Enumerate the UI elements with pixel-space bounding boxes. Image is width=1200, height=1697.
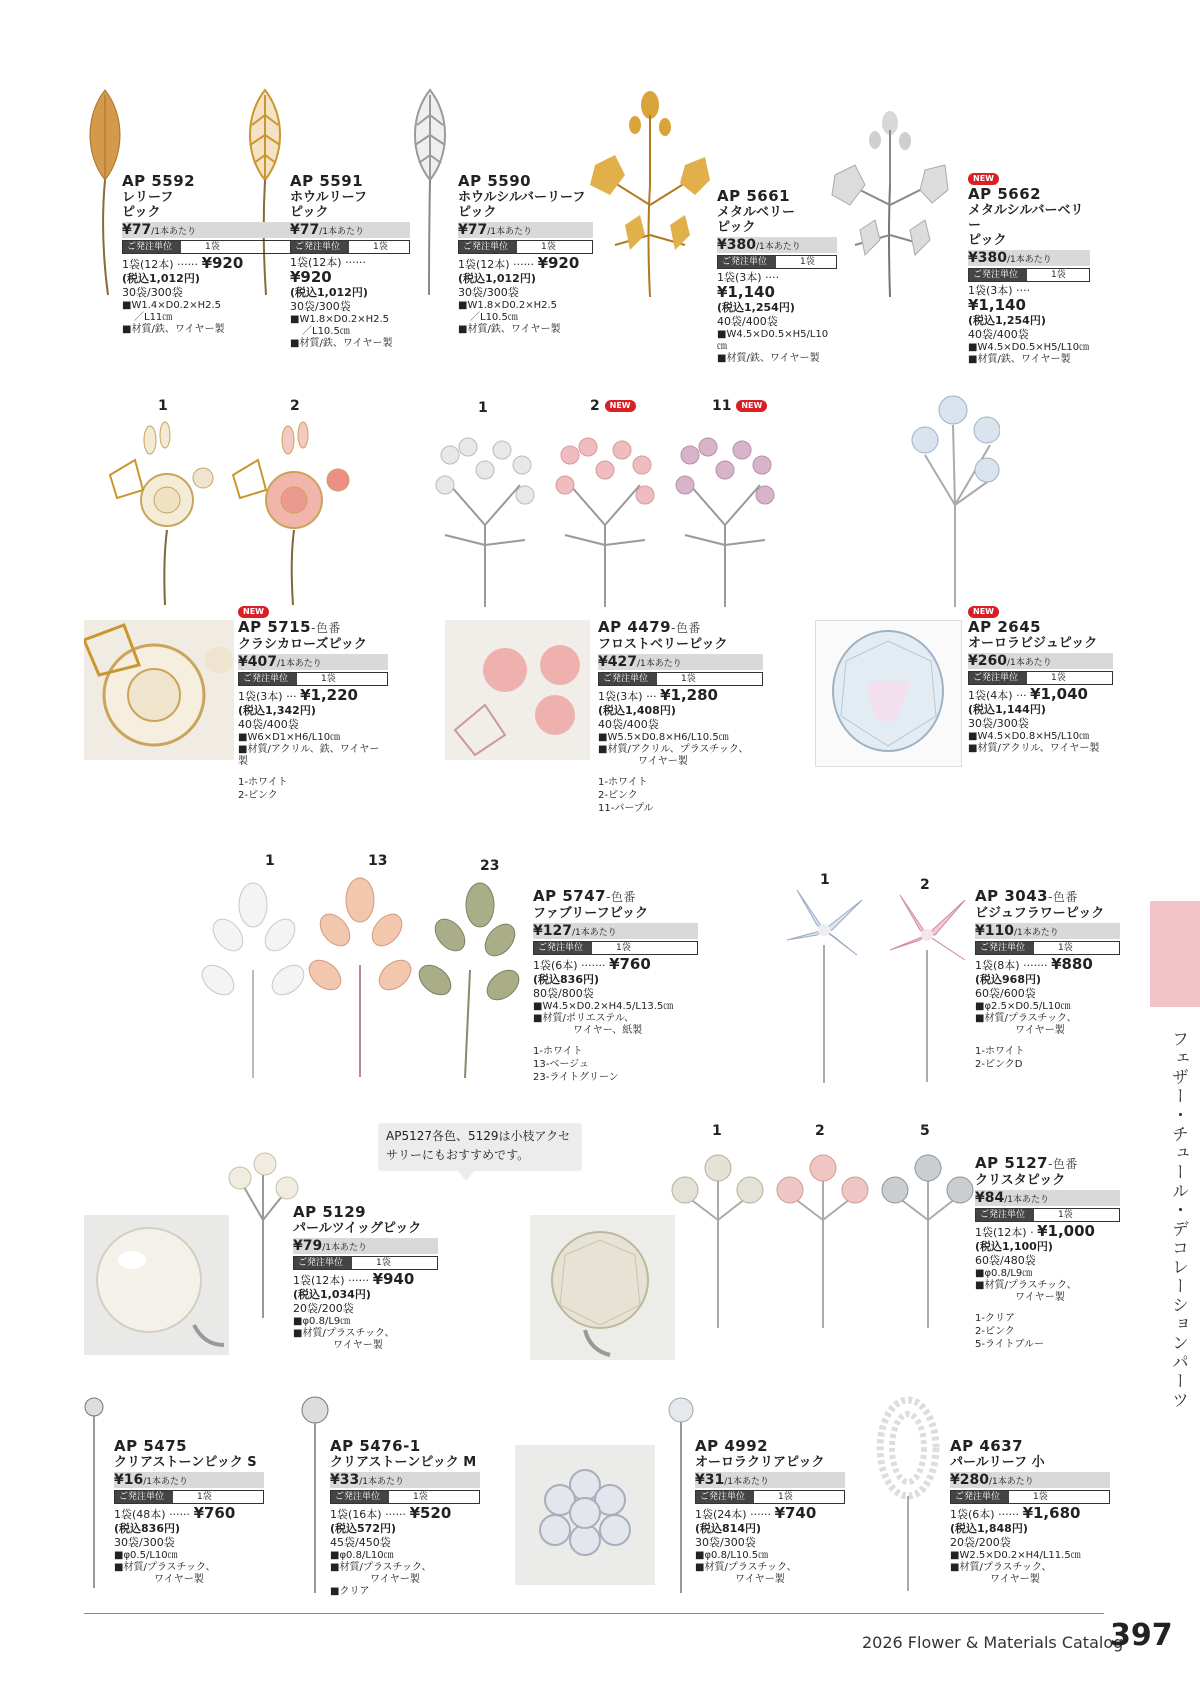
unit-price: ¥110/1本あたり bbox=[975, 923, 1120, 939]
spec-size: ■φ0.8/L10㎝ bbox=[330, 1550, 394, 1561]
product-photo-ap4479-11 bbox=[670, 425, 780, 610]
product-photo-ap4479-2 bbox=[550, 425, 660, 610]
new-badge: NEW bbox=[736, 400, 767, 412]
new-badge: NEW bbox=[968, 606, 999, 618]
tax-price: (税込1,034円) bbox=[293, 1288, 371, 1301]
spec-size: ■φ0.8/L9㎝ bbox=[293, 1316, 351, 1327]
spec-size: ■φ0.8/L10.5㎝ bbox=[695, 1550, 769, 1561]
order-unit: ご発注単位 1袋 bbox=[290, 240, 410, 254]
order-unit: ご発注単位 1袋 bbox=[458, 240, 593, 254]
color-option: 23-ライトグリーン bbox=[533, 1072, 619, 1083]
variant-number: 1 bbox=[712, 1123, 722, 1139]
product-name: クラシカローズピック bbox=[238, 637, 367, 652]
tax-price: (税込1,012円) bbox=[122, 272, 200, 285]
product-name: パールリーフ 小 bbox=[950, 1455, 1045, 1470]
pack-price: 1袋(12本) ······ ¥920 bbox=[290, 256, 367, 286]
product-ap4992 bbox=[695, 1438, 845, 1586]
spec-material: ■材質/プラスチック、 bbox=[975, 1013, 1077, 1024]
product-code: AP 5747-色番 bbox=[533, 887, 636, 905]
variant-number: 2 bbox=[920, 877, 930, 893]
color-list bbox=[533, 1045, 698, 1084]
product-name: オーロラクリアピック bbox=[695, 1455, 825, 1470]
spec-color: ■クリア bbox=[330, 1586, 370, 1597]
product-photo-ap3043-2 bbox=[885, 890, 970, 1085]
detail-photo-ap4992 bbox=[515, 1445, 655, 1585]
product-photo-ap5662 bbox=[830, 105, 950, 300]
product-photo-ap5715-1 bbox=[105, 420, 225, 610]
order-unit: ご発注単位 1袋 bbox=[114, 1490, 264, 1504]
pack-price: 1袋(3本) ···· ¥1,140 bbox=[717, 271, 780, 301]
variant-number: 23 bbox=[480, 858, 500, 874]
pack-count: 80袋/800袋 bbox=[533, 987, 594, 1000]
spec-size: ■W5.5×D0.8×H6/L10.5㎝ bbox=[598, 732, 729, 743]
product-photo-ap5129 bbox=[225, 1150, 300, 1320]
unit-price: ¥427/1本あたり bbox=[598, 654, 763, 670]
product-ap4479 bbox=[598, 619, 763, 815]
pack-price: 1袋(4本) ··· ¥1,040 bbox=[968, 685, 1088, 703]
pack-count: 40袋/400袋 bbox=[598, 718, 659, 731]
product-code: AP 5662 bbox=[968, 185, 1042, 203]
product-code: AP 5590 bbox=[458, 172, 532, 190]
pack-price: 1袋(6本) ······ ¥1,680 bbox=[950, 1504, 1081, 1522]
color-list bbox=[975, 1312, 1120, 1351]
variant-number: 1 bbox=[158, 398, 168, 414]
color-option: 1-ホワイト bbox=[975, 1046, 1025, 1057]
pack-count: 30袋/300袋 bbox=[290, 300, 351, 313]
spec-material: ■材質/鉄、ワイヤー製 bbox=[717, 353, 820, 364]
color-option: 2-ピンクD bbox=[975, 1059, 1023, 1070]
order-unit: ご発注単位 1袋 bbox=[598, 672, 763, 686]
product-ap5127 bbox=[975, 1155, 1120, 1351]
tax-price: (税込1,012円) bbox=[458, 272, 536, 285]
variant-number: 2 NEW bbox=[590, 398, 636, 414]
product-name: オーロラビジュピック bbox=[968, 636, 1098, 651]
variant-number: 11 NEW bbox=[712, 398, 767, 414]
order-unit: ご発注単位 1袋 bbox=[695, 1490, 845, 1504]
variant-number: 13 bbox=[368, 853, 388, 869]
color-list bbox=[598, 776, 763, 815]
product-name: クリアストーンピック S bbox=[114, 1455, 257, 1470]
product-name: メタルベリー bbox=[717, 205, 796, 220]
unit-price: ¥16/1本あたり bbox=[114, 1472, 264, 1488]
tax-price: (税込968円) bbox=[975, 973, 1042, 986]
pack-price: 1袋(12本) ······ ¥940 bbox=[293, 1270, 415, 1288]
pack-count: 30袋/300袋 bbox=[114, 1536, 175, 1549]
detail-photo-ap4479 bbox=[445, 620, 590, 760]
order-unit: ご発注単位 1袋 bbox=[533, 941, 698, 955]
product-ap5129 bbox=[293, 1204, 438, 1352]
product-code: AP 5661 bbox=[717, 187, 791, 205]
spec-size: ■W4.5×D0.2×H4.5/L13.5㎝ bbox=[533, 1001, 674, 1012]
product-photo-ap4637 bbox=[868, 1393, 948, 1593]
variant-number: 1 bbox=[820, 872, 830, 888]
order-unit: ご発注単位 1袋 bbox=[968, 671, 1113, 685]
product-code: AP 5476-1 bbox=[330, 1437, 421, 1455]
spec-material-cont: ワイヤー製 bbox=[990, 1574, 1040, 1585]
order-unit: ご発注単位 1袋 bbox=[975, 941, 1120, 955]
product-name: ピック bbox=[458, 205, 497, 220]
spec-material-cont: ワイヤー、紙製 bbox=[573, 1025, 643, 1036]
product-ap5591 bbox=[290, 173, 410, 350]
pack-price: 1袋(12本) ······ ¥920 bbox=[122, 254, 244, 272]
order-unit: ご発注単位 1袋 bbox=[950, 1490, 1110, 1504]
spec-material-cont: ワイヤー製 bbox=[370, 1574, 420, 1585]
spec-material: ■材質/ポリエステル、 bbox=[533, 1013, 635, 1024]
pack-price: 1袋(12本) · ¥1,000 bbox=[975, 1222, 1095, 1240]
product-name: ホウルシルバーリーフ bbox=[458, 190, 586, 205]
new-badge: NEW bbox=[605, 400, 636, 412]
pack-count: 20袋/200袋 bbox=[293, 1302, 354, 1315]
product-photo-ap5476 bbox=[295, 1395, 335, 1595]
product-name: フロストベリーピック bbox=[598, 637, 728, 652]
variant-number: 5 bbox=[920, 1123, 930, 1139]
unit-price: ¥280/1本あたり bbox=[950, 1472, 1110, 1488]
spec-material: ■材質/プラスチック、 bbox=[114, 1562, 216, 1573]
tax-price: (税込836円) bbox=[533, 973, 600, 986]
order-unit: ご発注単位 1袋 bbox=[293, 1256, 438, 1270]
detail-photo-ap5129 bbox=[84, 1215, 229, 1355]
color-option: 1-ホワイト bbox=[598, 777, 648, 788]
spec-length: ／L10.5㎝ bbox=[470, 312, 518, 323]
product-photo-ap5590 bbox=[405, 85, 455, 300]
product-code: AP 2645 bbox=[968, 618, 1042, 636]
color-option: 5-ライトブルー bbox=[975, 1339, 1044, 1350]
spec-material-cont: ワイヤー製 bbox=[638, 756, 688, 767]
pack-count: 60袋/480袋 bbox=[975, 1254, 1036, 1267]
product-name: ピック bbox=[717, 220, 756, 235]
order-unit: ご発注単位 1袋 bbox=[122, 240, 292, 254]
pack-price: 1袋(16本) ······ ¥520 bbox=[330, 1504, 452, 1522]
product-code: AP 5715-色番 bbox=[238, 618, 341, 636]
pack-count: 45袋/450袋 bbox=[330, 1536, 391, 1549]
color-option: 1-ホワイト bbox=[238, 777, 288, 788]
spec-size: ■φ0.8/L9㎝ bbox=[975, 1268, 1033, 1279]
variant-number: 2 bbox=[815, 1123, 825, 1139]
variant-number: 1 bbox=[265, 853, 275, 869]
tax-price: (税込572円) bbox=[330, 1522, 397, 1535]
pack-count: 30袋/300袋 bbox=[695, 1536, 756, 1549]
product-code: AP 5475 bbox=[114, 1437, 188, 1455]
product-code: AP 4479-色番 bbox=[598, 618, 701, 636]
product-photo-ap4479-1 bbox=[430, 425, 540, 610]
note-bubble: AP5127各色、5129は小枝アクセサリーにもおすすめです。 bbox=[378, 1123, 582, 1171]
category-label: フェザー・チュール・デコレーションパーツ bbox=[1168, 1030, 1188, 1410]
product-photo-ap5747-23 bbox=[415, 880, 525, 1080]
spec-size: ■W1.8×D0.2×H2.5 bbox=[458, 300, 558, 311]
spec-material-cont: ワイヤー製 bbox=[1015, 1025, 1065, 1036]
product-photo-ap5747-1 bbox=[198, 880, 308, 1080]
order-unit: ご発注単位 1袋 bbox=[968, 268, 1090, 282]
detail-photo-ap2645 bbox=[815, 620, 962, 767]
product-ap5747 bbox=[533, 888, 698, 1084]
product-photo-ap5715-2 bbox=[228, 420, 358, 610]
spec-material-cont: ワイヤー製 bbox=[154, 1574, 204, 1585]
unit-price: ¥380/1本あたり bbox=[968, 250, 1090, 266]
product-name: クリスタピック bbox=[975, 1173, 1066, 1188]
product-ap5476 bbox=[330, 1438, 480, 1598]
pack-price: 1袋(3本) ··· ¥1,280 bbox=[598, 686, 718, 704]
pack-count: 60袋/600袋 bbox=[975, 987, 1036, 1000]
spec-material: ■材質/鉄、ワイヤー製 bbox=[290, 338, 393, 349]
spec-material: ■材質/プラスチック、 bbox=[695, 1562, 797, 1573]
product-photo-ap3043-1 bbox=[782, 885, 867, 1085]
product-name: ファブリーフピック bbox=[533, 906, 649, 921]
product-name: ビジュフラワーピック bbox=[975, 906, 1105, 921]
spec-size: ■φ0.5/L10㎝ bbox=[114, 1550, 178, 1561]
product-name: ホウルリーフ bbox=[290, 190, 367, 205]
product-photo-ap5747-13 bbox=[305, 875, 415, 1080]
color-list bbox=[975, 1045, 1120, 1071]
spec-size: ■W6×D1×H6/L10㎝ bbox=[238, 732, 341, 743]
spec-size: ■W2.5×D0.2×H4/L11.5㎝ bbox=[950, 1550, 1081, 1561]
tax-price: (税込1,254円) bbox=[717, 301, 795, 314]
product-name: パールツイッグピック bbox=[293, 1221, 422, 1236]
spec-size: ■φ2.5×D0.5/L10㎝ bbox=[975, 1001, 1071, 1012]
tax-price: (税込1,100円) bbox=[975, 1240, 1053, 1253]
product-ap5662 bbox=[968, 172, 1090, 366]
spec-length: ／L11㎝ bbox=[134, 312, 173, 323]
product-photo-ap2645 bbox=[905, 385, 1000, 610]
order-unit: ご発注単位 1袋 bbox=[238, 672, 388, 686]
pack-price: 1袋(8本) ······· ¥880 bbox=[975, 955, 1093, 973]
spec-size: ■W4.5×D0.5×H5/L10㎝ bbox=[968, 342, 1090, 353]
unit-price: ¥33/1本あたり bbox=[330, 1472, 480, 1488]
color-option: 2-ピンク bbox=[238, 790, 278, 801]
tax-price: (税込1,408円) bbox=[598, 704, 676, 717]
spec-material-cont: ワイヤー製 bbox=[1015, 1292, 1065, 1303]
spec-size: ■W1.8×D0.2×H2.5 bbox=[290, 314, 390, 325]
product-name: レリーフ bbox=[122, 190, 174, 205]
tax-price: (税込1,144円) bbox=[968, 703, 1046, 716]
spec-material: ■材質/鉄、ワイヤー製 bbox=[122, 324, 225, 335]
spec-material: ■材質/プラスチック、 bbox=[975, 1280, 1077, 1291]
tax-price: (税込1,254円) bbox=[968, 314, 1046, 327]
unit-price: ¥260/1本あたり bbox=[968, 653, 1113, 669]
pack-price: 1袋(12本) ······ ¥920 bbox=[458, 254, 580, 272]
tax-price: (税込836円) bbox=[114, 1522, 181, 1535]
color-option: 1-クリア bbox=[975, 1313, 1015, 1324]
spec-material: ■材質/プラスチック、 bbox=[330, 1562, 432, 1573]
product-photo-ap5127-1 bbox=[670, 1150, 765, 1330]
spec-length: ／L10.5㎝ bbox=[302, 326, 350, 337]
pack-count: 40袋/400袋 bbox=[717, 315, 778, 328]
spec-size: ■W4.5×D0.8×H5/L10㎝ bbox=[968, 731, 1090, 742]
catalog-title: 2026 Flower & Materials Catalog bbox=[862, 1633, 1124, 1652]
product-ap5590 bbox=[458, 173, 593, 336]
tax-price: (税込814円) bbox=[695, 1522, 762, 1535]
footer-divider bbox=[84, 1613, 1104, 1614]
product-code: AP 5592 bbox=[122, 172, 196, 190]
product-name: ピック bbox=[122, 205, 161, 220]
unit-price: ¥77/1本あたり bbox=[458, 222, 593, 238]
color-option: 1-ホワイト bbox=[533, 1046, 583, 1057]
spec-size: ■W4.5×D0.5×H5/L10㎝ bbox=[717, 329, 829, 352]
product-ap5475 bbox=[114, 1438, 264, 1586]
color-list bbox=[238, 776, 388, 802]
pack-count: 30袋/300袋 bbox=[968, 717, 1029, 730]
spec-material: ■材質/アクリル、ワイヤー製 bbox=[968, 743, 1100, 754]
product-ap5592 bbox=[122, 173, 292, 336]
product-ap2645 bbox=[968, 605, 1113, 755]
variant-number: 1 bbox=[478, 400, 488, 416]
color-option: 2-ピンク bbox=[975, 1326, 1015, 1337]
product-photo-ap5661 bbox=[585, 85, 715, 300]
new-badge: NEW bbox=[238, 606, 269, 618]
page-number: 397 bbox=[1110, 1618, 1173, 1653]
product-code: AP 5591 bbox=[290, 172, 364, 190]
pack-price: 1袋(3本) ···· ¥1,140 bbox=[968, 284, 1031, 314]
pack-count: 40袋/400袋 bbox=[968, 328, 1029, 341]
spec-material: ■材質/アクリル、鉄、ワイヤー製 bbox=[238, 744, 380, 767]
unit-price: ¥77/1本あたり bbox=[290, 222, 410, 238]
product-ap3043 bbox=[975, 888, 1120, 1071]
product-ap5661 bbox=[717, 188, 837, 365]
spec-material: ■材質/アクリル、プラスチック、 bbox=[598, 744, 749, 755]
product-ap5715 bbox=[238, 605, 388, 802]
spec-material-cont: ワイヤー製 bbox=[333, 1340, 383, 1351]
spec-material: ■材質/プラスチック、 bbox=[293, 1328, 395, 1339]
pack-price: 1袋(24本) ······ ¥740 bbox=[695, 1504, 817, 1522]
color-option: 2-ピンク bbox=[598, 790, 638, 801]
new-badge: NEW bbox=[968, 173, 999, 185]
product-photo-ap5127-5 bbox=[880, 1150, 975, 1330]
color-option: 11-パープル bbox=[598, 803, 654, 814]
spec-material-cont: ワイヤー製 bbox=[735, 1574, 785, 1585]
tax-price: (税込1,012円) bbox=[290, 286, 368, 299]
unit-price: ¥127/1本あたり bbox=[533, 923, 698, 939]
order-unit: ご発注単位 1袋 bbox=[975, 1208, 1120, 1222]
tax-price: (税込1,848円) bbox=[950, 1522, 1028, 1535]
pack-price: 1袋(3本) ··· ¥1,220 bbox=[238, 686, 358, 704]
color-option: 13-ベージュ bbox=[533, 1059, 589, 1070]
spec-material: ■材質/プラスチック、 bbox=[950, 1562, 1052, 1573]
tax-price: (税込1,342円) bbox=[238, 704, 316, 717]
spec-material: ■材質/鉄、ワイヤー製 bbox=[458, 324, 561, 335]
product-code: AP 3043-色番 bbox=[975, 887, 1078, 905]
order-unit: ご発注単位 1袋 bbox=[717, 255, 837, 269]
detail-photo-ap5127 bbox=[530, 1215, 675, 1360]
pack-count: 30袋/300袋 bbox=[458, 286, 519, 299]
product-code: AP 4637 bbox=[950, 1437, 1024, 1455]
pack-count: 30袋/300袋 bbox=[122, 286, 183, 299]
product-name: クリアストーンピック M bbox=[330, 1455, 477, 1470]
product-photo-ap5127-2 bbox=[775, 1150, 870, 1330]
product-name: ピック bbox=[968, 233, 1007, 248]
spec-size: ■W1.4×D0.2×H2.5 bbox=[122, 300, 222, 311]
product-photo-ap5475 bbox=[82, 1395, 107, 1590]
unit-price: ¥77/1本あたり bbox=[122, 222, 292, 238]
product-name: ピック bbox=[290, 205, 329, 220]
variant-number: 2 bbox=[290, 398, 300, 414]
unit-price: ¥79/1本あたり bbox=[293, 1238, 438, 1254]
unit-price: ¥31/1本あたり bbox=[695, 1472, 845, 1488]
product-code: AP 5127-色番 bbox=[975, 1154, 1078, 1172]
detail-photo-ap5715 bbox=[84, 620, 234, 760]
pack-price: 1袋(6本) ······· ¥760 bbox=[533, 955, 651, 973]
pack-count: 40袋/400袋 bbox=[238, 718, 299, 731]
product-code: AP 4992 bbox=[695, 1437, 769, 1455]
pack-count: 20袋/200袋 bbox=[950, 1536, 1011, 1549]
category-tab bbox=[1150, 901, 1200, 1007]
unit-price: ¥407/1本あたり bbox=[238, 654, 388, 670]
order-unit: ご発注単位 1袋 bbox=[330, 1490, 480, 1504]
product-ap4637 bbox=[950, 1438, 1110, 1586]
product-name: メタルシルバーベリー bbox=[968, 203, 1084, 233]
unit-price: ¥84/1本あたり bbox=[975, 1190, 1120, 1206]
unit-price: ¥380/1本あたり bbox=[717, 237, 837, 253]
pack-price: 1袋(48本) ······ ¥760 bbox=[114, 1504, 236, 1522]
product-photo-ap4992 bbox=[663, 1395, 698, 1595]
product-code: AP 5129 bbox=[293, 1203, 367, 1221]
spec-material: ■材質/鉄、ワイヤー製 bbox=[968, 354, 1071, 365]
